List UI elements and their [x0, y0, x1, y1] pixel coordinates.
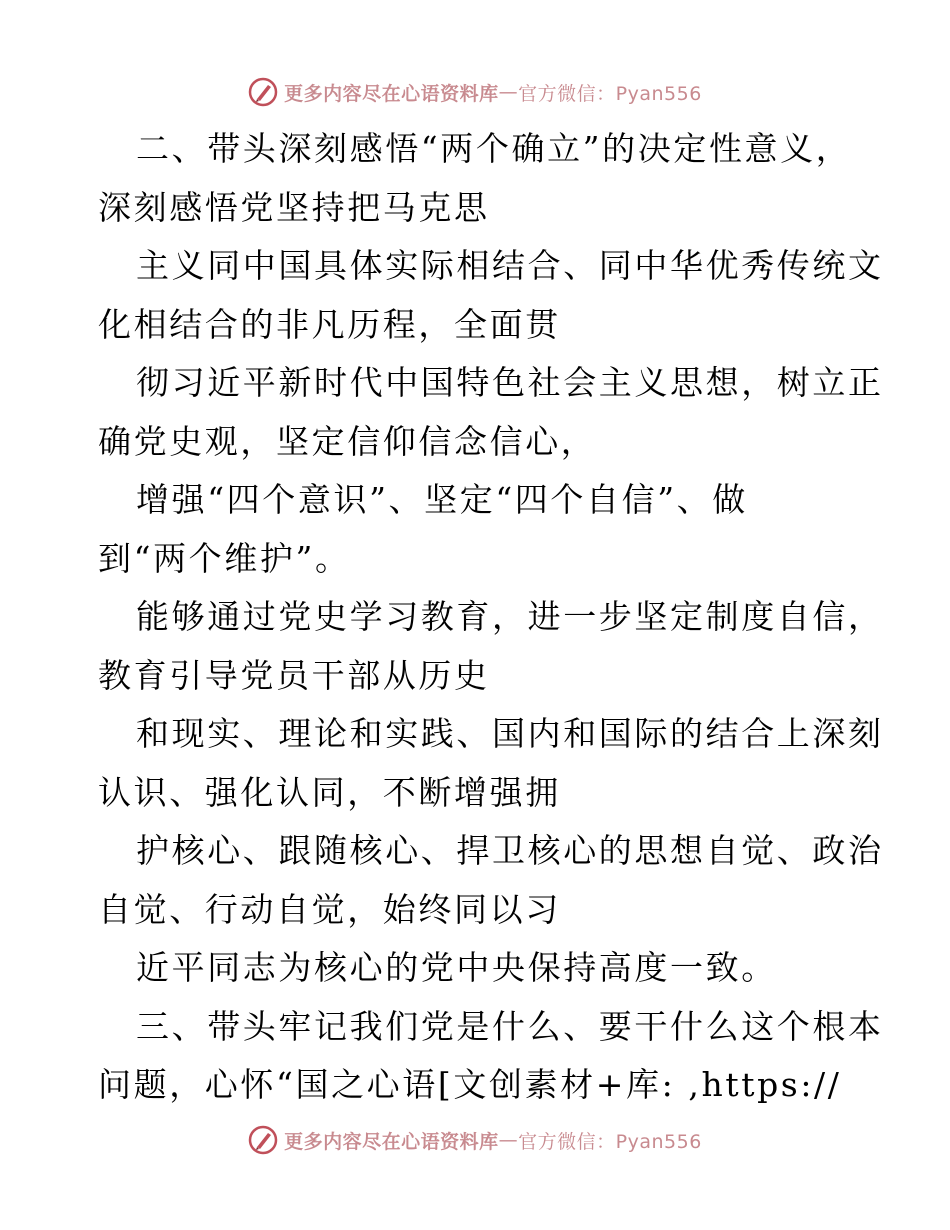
paragraph-line: 和现实、理论和实践、国内和国际的结合上深刻	[136, 714, 884, 753]
paragraph	[98, 120, 858, 237]
paragraph-line: 护核心、跟随核心、捍卫核心的思想自觉、政治	[136, 831, 884, 870]
paragraph	[98, 354, 884, 471]
watermark-contact: 官方微信：Pyan556	[518, 82, 702, 105]
paragraph	[98, 998, 884, 1115]
paragraph-line: 确党史观，坚定信仰信念信心，	[98, 421, 597, 461]
paragraph	[98, 588, 884, 705]
paragraph-line: 二、带头深刻感悟“两个确立”的决定性意义，	[136, 129, 852, 168]
paragraph	[98, 471, 858, 588]
paragraph	[98, 237, 884, 354]
watermark-contact: 官方微信：Pyan556	[518, 1130, 702, 1153]
header-watermark	[0, 72, 950, 112]
paragraph-line: 能够通过党史学习教育，进一步坚定制度自信，	[136, 597, 884, 636]
pen-logo-icon	[248, 77, 278, 107]
paragraph-line: 三、带头牢记我们党是什么、要干什么这个根本	[136, 1006, 884, 1046]
paragraph-line: 教育引导党员干部从历史	[98, 655, 490, 695]
paragraph	[98, 939, 858, 998]
watermark-brand: 更多内容尽在心语资料库	[284, 82, 499, 105]
document-body	[98, 120, 884, 1115]
watermark-separator: —	[498, 81, 519, 103]
paragraph-line: 近平同志为核心的党中央保持高度一致。	[136, 948, 777, 987]
paragraph-line: 问题，心怀“国之心语[文创素材+库: ,https://	[98, 1065, 842, 1104]
paragraph-line: 化相结合的非凡历程，全面贯	[98, 304, 561, 344]
watermark-brand: 更多内容尽在心语资料库	[284, 1130, 499, 1153]
paragraph-line: 增强“四个意识”、坚定“四个自信”、做	[136, 480, 748, 519]
paragraph-line: 主义同中国具体实际相结合、同中华优秀传统文	[136, 246, 884, 285]
paragraph-line: 认识、强化认同，不断增强拥	[98, 772, 561, 812]
footer-watermark	[0, 1120, 950, 1160]
paragraph-line: 自觉、行动自觉，始终同以习	[98, 889, 561, 929]
paragraph-line: 深刻感悟党坚持把马克思	[98, 187, 490, 227]
watermark-separator: —	[498, 1129, 519, 1151]
paragraph	[98, 822, 884, 939]
paragraph-line: 彻习近平新时代中国特色社会主义思想，树立正	[136, 363, 884, 402]
paragraph-line: 到“两个维护”。	[98, 538, 351, 578]
paragraph	[98, 705, 884, 822]
pen-logo-icon	[248, 1125, 278, 1155]
